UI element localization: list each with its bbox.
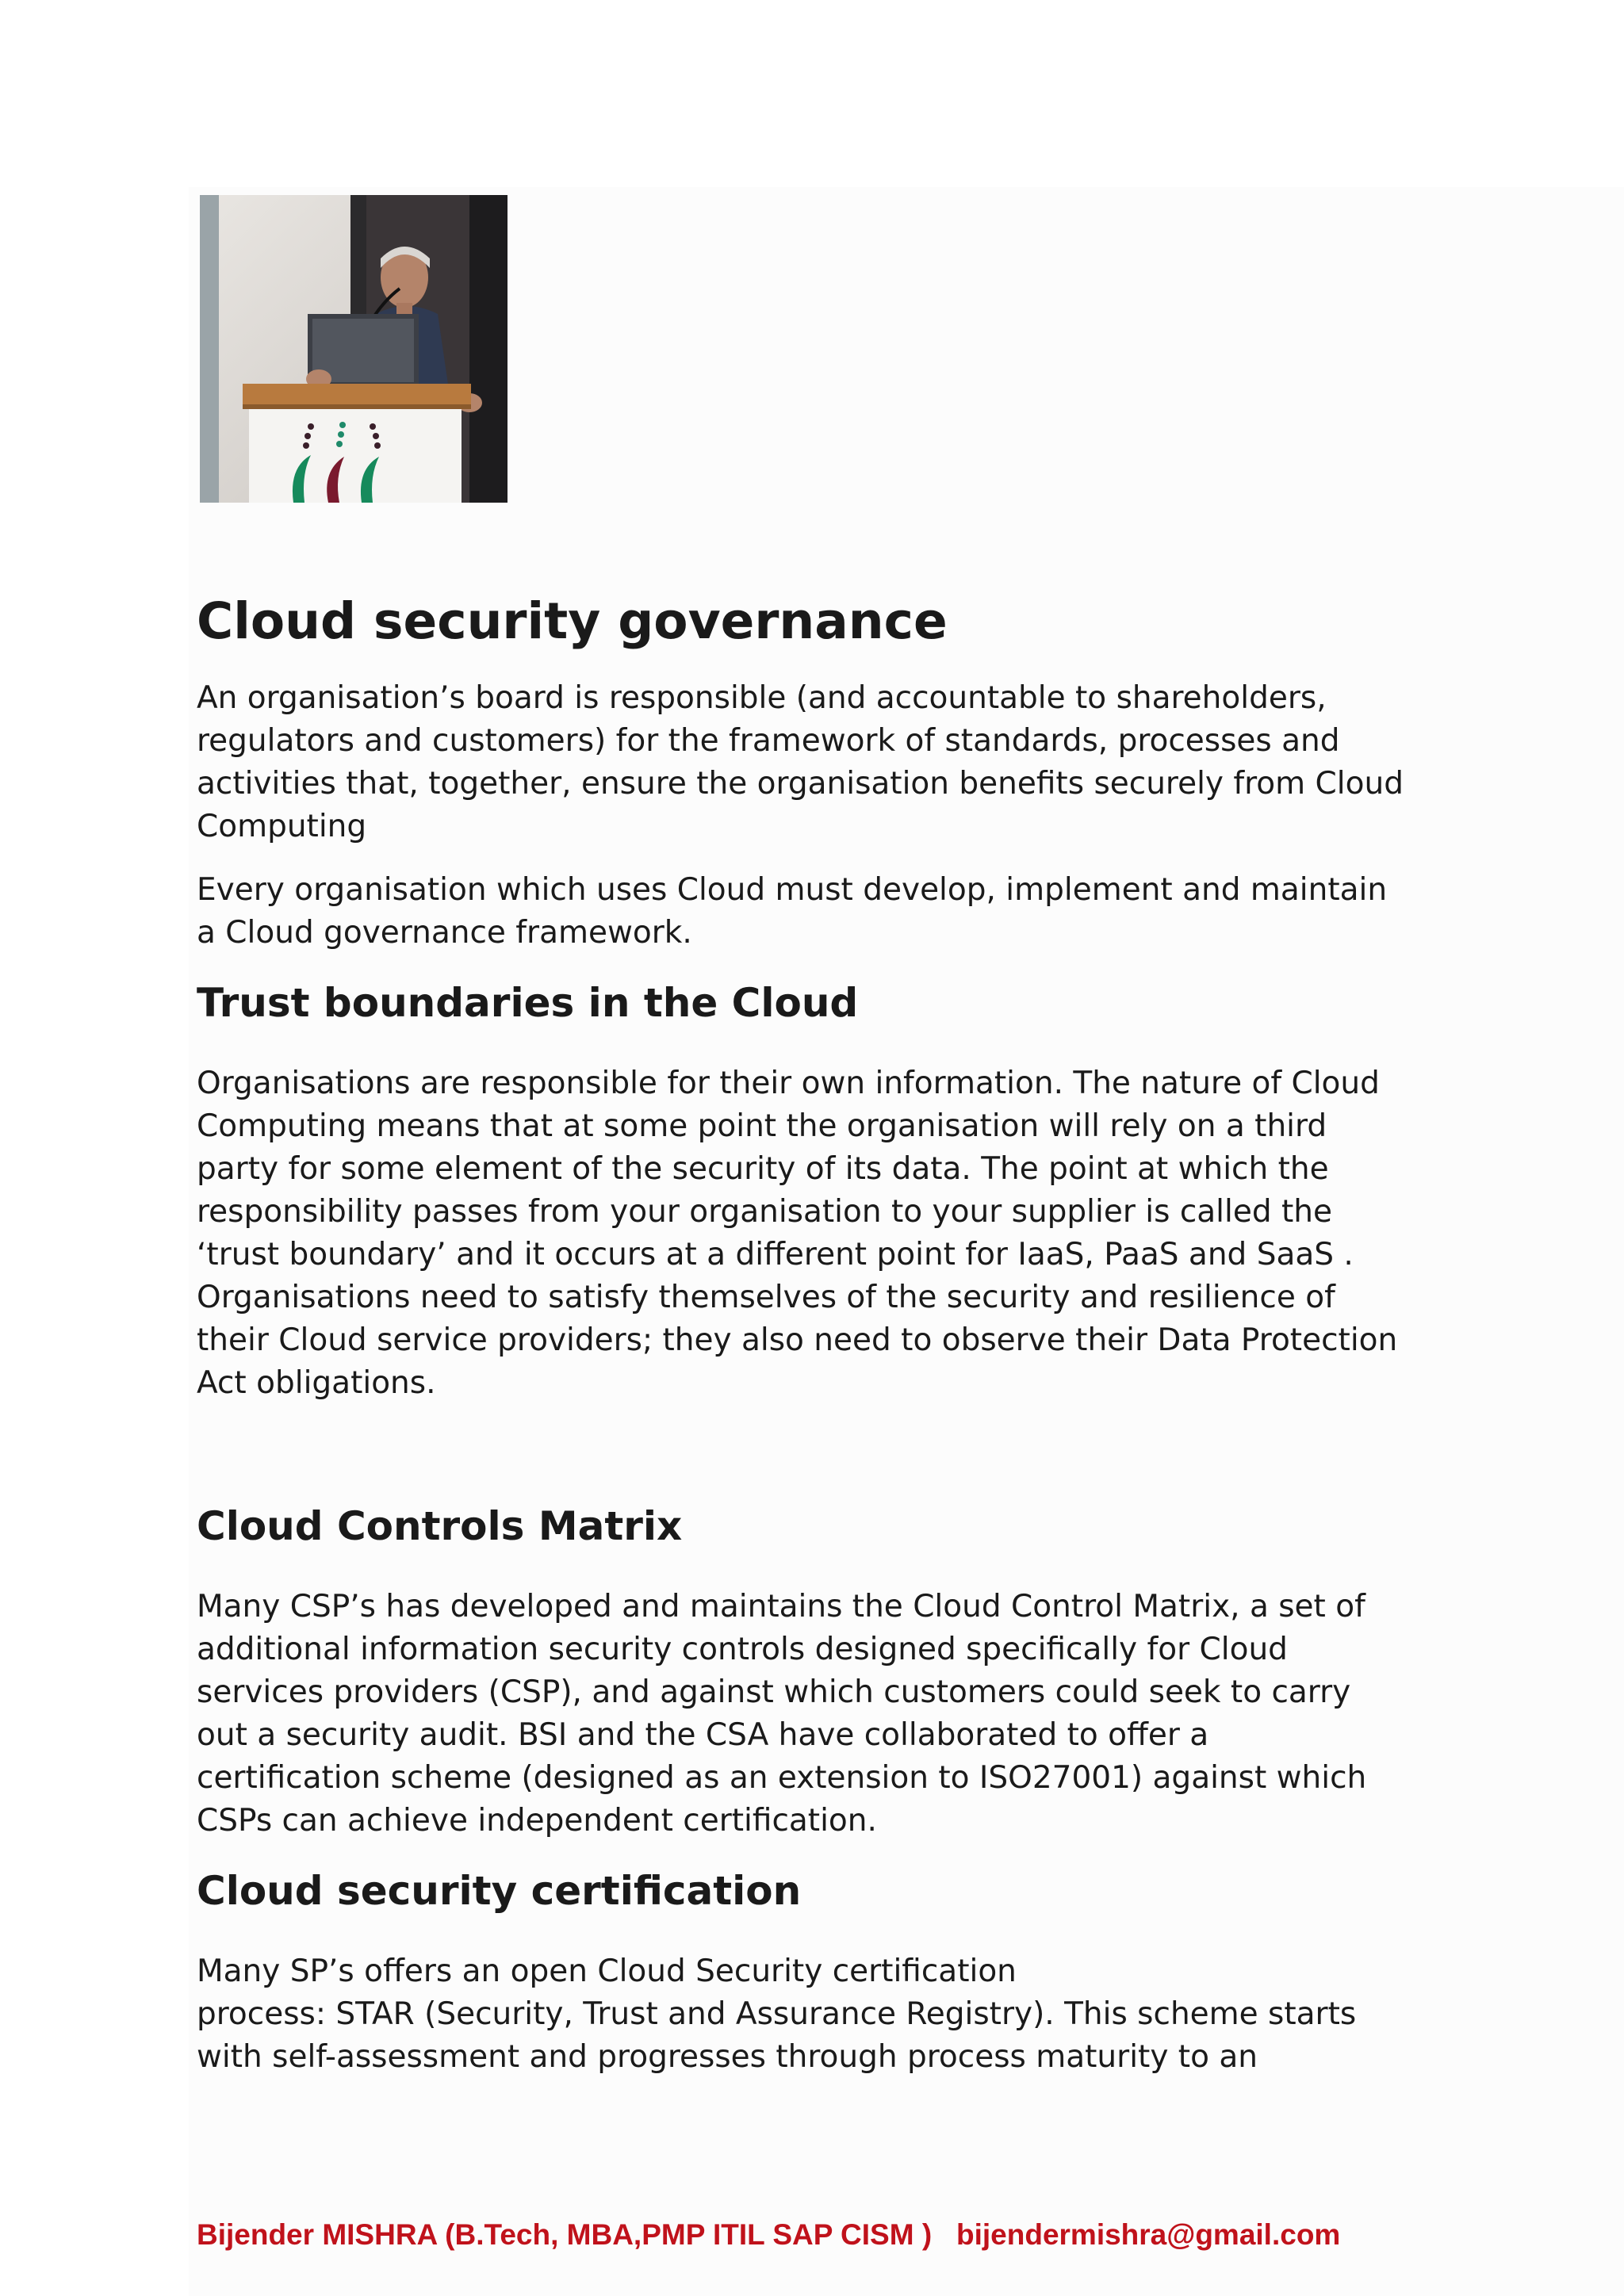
footer-email: bijendermishra@gmail.com: [956, 2218, 1341, 2251]
footer-author: Bijender MISHRA (B.Tech, MBA,PMP ITIL SAP CISM ): [197, 2218, 933, 2251]
heading-cloud-security-certification: Cloud security certification: [197, 1868, 802, 1914]
matrix-paragraph: Many CSP’s has developed and maintains the Cloud Control Matrix, a set of additional information security controls designed specifically for Cloud services providers (CSP), and against which customers could seek to carry out a security audit. BSI and the CSA have collaborated to offer a certification scheme (designed as an extension to ISO27001) against which CSPs can achieve independent certification.: [197, 1589, 1367, 1839]
heading-cloud-controls-matrix: Cloud Controls Matrix: [197, 1503, 683, 1549]
certification-paragraph: Many SP’s offers an open Cloud Security certification process: STAR (Security, Trust and Assurance Registry). This scheme starts with self-assessment and progresses through process maturity to an: [197, 1954, 1357, 2075]
speaker-photo: [200, 195, 508, 503]
page-footer: [197, 2218, 1340, 2252]
governance-paragraph-2: Every organisation which uses Cloud must develop, implement and maintain a Cloud governance framework.: [197, 872, 1388, 951]
heading-trust-boundaries: Trust boundaries in the Cloud: [197, 980, 859, 1026]
article-body: [197, 587, 1434, 2079]
heading-cloud-security-governance: Cloud security governance: [197, 592, 948, 650]
governance-paragraph-1: An organisation’s board is responsible (and accountable to shareholders, regulators and customers) for the framework of standards, processes and activities that, together, ensure the organisation benefits securely from Cloud Computing: [197, 680, 1404, 844]
trust-paragraph: Organisations are responsible for their own information. The nature of Cloud Computing means that at some point the organisation will rely on a third party for some element of the security of its data. The point at which the responsibility passes from your organisation to your supplier is called the ‘trust boundary’ and it occurs at a different point for IaaS, PaaS and SaaS . Organisations need to satisfy themselves of the security and resilience of their Cloud service providers; they also need to observe their Data Protection Act obligations.: [197, 1066, 1398, 1401]
